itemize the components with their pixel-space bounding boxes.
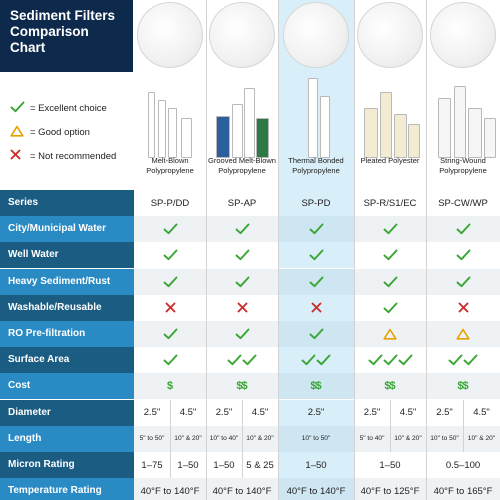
legend-item <box>10 120 135 144</box>
table-cell: 0.5–100 <box>445 459 481 471</box>
product-name-line: String-Wound <box>440 156 486 165</box>
check-icon <box>448 354 463 366</box>
table-cell: 10" & 20" <box>242 426 278 452</box>
filter-cartridge <box>168 108 177 158</box>
check-icon <box>10 101 26 115</box>
dollar-icon: $ <box>389 379 396 392</box>
table-cell: SP-CW/WP <box>438 197 488 209</box>
column-divider <box>426 0 427 500</box>
product-column-5 <box>426 0 500 190</box>
check-icon-cell <box>278 321 354 347</box>
product-name-line: Polypropylene <box>146 166 194 175</box>
table-cell: 2.5" <box>436 407 453 419</box>
check-icon-cell <box>354 242 426 268</box>
triangle-icon <box>456 328 470 340</box>
table-cell: 10" & 20" <box>463 426 500 452</box>
table-cell: 1–75 <box>141 459 163 471</box>
legend-item <box>10 96 135 120</box>
table-row <box>0 373 500 399</box>
check-icon-cell <box>426 216 500 242</box>
filter-cartridge <box>364 108 378 158</box>
check-icon-cell <box>206 216 278 242</box>
filter-cartridge <box>438 98 451 158</box>
table-cell: 4.5" <box>399 407 417 419</box>
subcell-divider <box>170 426 171 452</box>
legend-text: = Good option <box>30 126 90 138</box>
check-icon-cell <box>134 242 206 268</box>
title-line-1: Sediment Filters <box>10 8 116 23</box>
check-icon-cell <box>206 347 278 373</box>
check-icon <box>309 276 324 288</box>
check-icon <box>163 328 178 340</box>
check-icon <box>235 276 250 288</box>
check-icon-cell <box>278 269 354 295</box>
row-label: RO Pre-filtration <box>0 321 134 347</box>
product-name-line: Polypropylene <box>439 166 487 175</box>
table-row <box>0 295 500 321</box>
table-cell: 1–50 <box>278 452 354 478</box>
table-cell: 4.5" <box>251 407 269 419</box>
dollar-icon: $ <box>166 379 174 392</box>
filter-media-closeup <box>209 2 275 68</box>
filter-cartridge <box>181 118 192 158</box>
filter-media-closeup <box>137 2 203 68</box>
table-row <box>0 242 500 268</box>
filter-media-closeup <box>283 2 349 68</box>
table-cell: SP-R/S1/EC <box>363 197 417 209</box>
filter-cartridge <box>256 118 269 158</box>
check-icon-cell <box>206 269 278 295</box>
product-column-1 <box>134 0 206 190</box>
check-icon <box>383 276 398 288</box>
filter-cartridge <box>158 100 166 158</box>
check-icon <box>463 354 478 366</box>
subcell-divider <box>390 400 391 426</box>
subcell-divider <box>463 400 464 426</box>
table-cell: 10" to 40" <box>206 426 242 452</box>
table-cell: 40°F to 140°F <box>206 478 278 500</box>
product-name <box>278 156 354 176</box>
table-cell: 40°F to 140°F <box>278 478 354 500</box>
check-icon-cell <box>354 216 426 242</box>
dollar-icon: $ <box>462 379 469 392</box>
check-icon <box>383 302 398 314</box>
dollar-icon: $ <box>241 379 248 392</box>
cross-icon <box>10 149 26 163</box>
table-cell: 5" to 50" <box>134 426 170 452</box>
check-icon <box>235 223 250 235</box>
dollar-icon-cell <box>354 373 426 399</box>
product-name <box>134 156 206 176</box>
cross-icon <box>458 302 469 313</box>
check-icon <box>456 276 471 288</box>
column-divider <box>278 0 279 500</box>
subcell-divider <box>242 426 243 452</box>
check-icon <box>163 249 178 261</box>
table-row <box>0 478 500 500</box>
table-row <box>0 347 500 373</box>
check-icon <box>242 354 257 366</box>
check-icon <box>309 328 324 340</box>
table-cell: 2.5" <box>143 407 161 419</box>
table-cell: 40°F to 125°F <box>354 478 426 500</box>
check-icon-cell <box>134 269 206 295</box>
row-label: Washable/Reusable <box>0 295 134 321</box>
filter-media-closeup <box>430 2 496 68</box>
check-icon-cell <box>278 216 354 242</box>
table-cell: 10" to 50" <box>278 426 354 452</box>
product-column-3 <box>278 0 354 190</box>
dollar-icon-cell <box>134 373 206 399</box>
title-line-2: Comparison <box>10 24 89 39</box>
triangle-icon <box>10 125 26 139</box>
filter-cartridge <box>408 124 420 158</box>
dollar-icon: $ <box>315 379 322 392</box>
subcell-divider <box>390 426 391 452</box>
check-icon-cell <box>354 269 426 295</box>
check-icon-cell <box>354 295 426 321</box>
check-icon <box>398 354 413 366</box>
table-row <box>0 269 500 295</box>
check-icon-cell <box>426 242 500 268</box>
cross-icon-cell <box>134 295 206 321</box>
check-icon-cell <box>278 242 354 268</box>
check-icon <box>456 249 471 261</box>
table-row <box>0 190 500 216</box>
check-icon <box>227 354 242 366</box>
check-icon-cell <box>354 347 426 373</box>
cross-icon <box>165 302 176 313</box>
check-icon <box>301 354 316 366</box>
product-name-line: Melt-Blown <box>151 156 189 165</box>
check-icon <box>163 276 178 288</box>
table-cell: 1–50 <box>213 459 235 471</box>
filter-cartridge <box>244 88 255 158</box>
check-icon <box>163 223 178 235</box>
row-label: Heavy Sediment/Rust <box>0 269 134 295</box>
check-icon <box>235 249 250 261</box>
row-label: City/Municipal Water <box>0 216 134 242</box>
triangle-icon-cell <box>354 321 426 347</box>
table-cell: 40°F to 140°F <box>134 478 206 500</box>
product-name <box>206 156 278 176</box>
table-cell: 10" & 20" <box>170 426 206 452</box>
table-cell: 2.5" <box>363 407 381 419</box>
product-name-line: Polypropylene <box>292 166 340 175</box>
table-cell: 10" & 20" <box>390 426 426 452</box>
table-cell: 40°F to 165°F <box>426 478 500 500</box>
cross-icon-cell <box>426 295 500 321</box>
filter-cartridge <box>454 86 466 158</box>
legend-text: = Not recommended <box>30 150 117 162</box>
column-divider <box>206 0 207 500</box>
filter-cartridge <box>468 108 482 158</box>
check-icon-cell <box>426 269 500 295</box>
subcell-divider <box>170 452 171 478</box>
check-icon-cell <box>206 242 278 268</box>
dollar-icon-cell <box>206 373 278 399</box>
check-icon-cell <box>206 321 278 347</box>
check-icon <box>368 354 383 366</box>
table-cell: 5 & 25 <box>246 459 274 471</box>
triangle-icon <box>383 328 397 340</box>
table-cell: 2.5" <box>215 407 233 419</box>
table-row <box>0 321 500 347</box>
filter-cartridge <box>308 78 318 158</box>
row-label: Surface Area <box>0 347 134 373</box>
product-name <box>426 156 500 176</box>
dollar-icon: $ <box>384 379 391 392</box>
cross-icon-cell <box>206 295 278 321</box>
product-name-line: Thermal Bonded <box>288 156 344 165</box>
row-label: Micron Rating <box>0 452 134 478</box>
table-cell: SP-PD <box>278 190 354 216</box>
chart-title <box>0 0 133 72</box>
table-cell: 1–50 <box>177 459 199 471</box>
check-icon-cell <box>426 347 500 373</box>
product-name-line: Polypropylene <box>218 166 266 175</box>
table-cell: 2.5" <box>278 400 354 426</box>
table-cell: 10" to 50" <box>426 426 463 452</box>
check-icon <box>383 354 398 366</box>
check-icon-cell <box>278 347 354 373</box>
subcell-divider <box>242 452 243 478</box>
product-name-line: Pleated Polyester <box>360 156 420 165</box>
filter-cartridge <box>394 114 407 158</box>
check-icon <box>309 223 324 235</box>
table-cell: 4.5" <box>473 407 490 419</box>
row-label: Temperature Rating <box>0 478 134 500</box>
table-row <box>0 452 500 478</box>
table-row <box>0 400 500 426</box>
column-divider <box>354 0 355 500</box>
legend <box>10 96 135 168</box>
table-row <box>0 426 500 452</box>
legend-item <box>10 144 135 168</box>
check-icon <box>456 223 471 235</box>
table-cell: 1–50 <box>379 459 401 471</box>
check-icon-cell <box>134 321 206 347</box>
subcell-divider <box>170 400 171 426</box>
subcell-divider <box>242 400 243 426</box>
cross-icon-cell <box>278 295 354 321</box>
cross-icon <box>311 302 322 313</box>
product-column-4 <box>354 0 426 190</box>
table-cell: 5" to 40" <box>354 426 390 452</box>
dollar-icon: $ <box>457 379 464 392</box>
row-label: Series <box>0 190 134 216</box>
subcell-divider <box>463 426 464 452</box>
check-icon <box>309 249 324 261</box>
row-label: Diameter <box>0 400 134 426</box>
row-label: Length <box>0 426 134 452</box>
check-icon-cell <box>134 347 206 373</box>
filter-cartridge <box>216 116 230 158</box>
row-label: Well Water <box>0 242 134 268</box>
product-name <box>354 156 426 166</box>
triangle-icon-cell <box>426 321 500 347</box>
check-icon <box>163 354 178 366</box>
filter-cartridge <box>148 92 155 158</box>
check-icon <box>383 223 398 235</box>
cross-icon <box>237 302 248 313</box>
product-column-2 <box>206 0 278 190</box>
filter-cartridge <box>484 118 496 158</box>
check-icon <box>235 328 250 340</box>
table-row <box>0 216 500 242</box>
check-icon <box>316 354 331 366</box>
dollar-icon: $ <box>310 379 317 392</box>
table-cell: SP-P/DD <box>150 197 190 209</box>
product-name-line: Grooved Melt-Blown <box>208 156 276 165</box>
row-label: Cost <box>0 373 134 399</box>
check-icon-cell <box>134 216 206 242</box>
table-cell: SP-AP <box>227 197 257 209</box>
legend-text: = Excellent choice <box>30 102 107 114</box>
filter-cartridge <box>320 96 330 158</box>
filter-cartridge <box>380 92 392 158</box>
filter-cartridge <box>232 104 243 158</box>
table-cell: 4.5" <box>179 407 197 419</box>
filter-media-closeup <box>357 2 423 68</box>
title-line-3: Chart <box>10 40 46 55</box>
dollar-icon: $ <box>236 379 243 392</box>
dollar-icon-cell <box>426 373 500 399</box>
check-icon <box>383 249 398 261</box>
dollar-icon-cell <box>278 373 354 399</box>
